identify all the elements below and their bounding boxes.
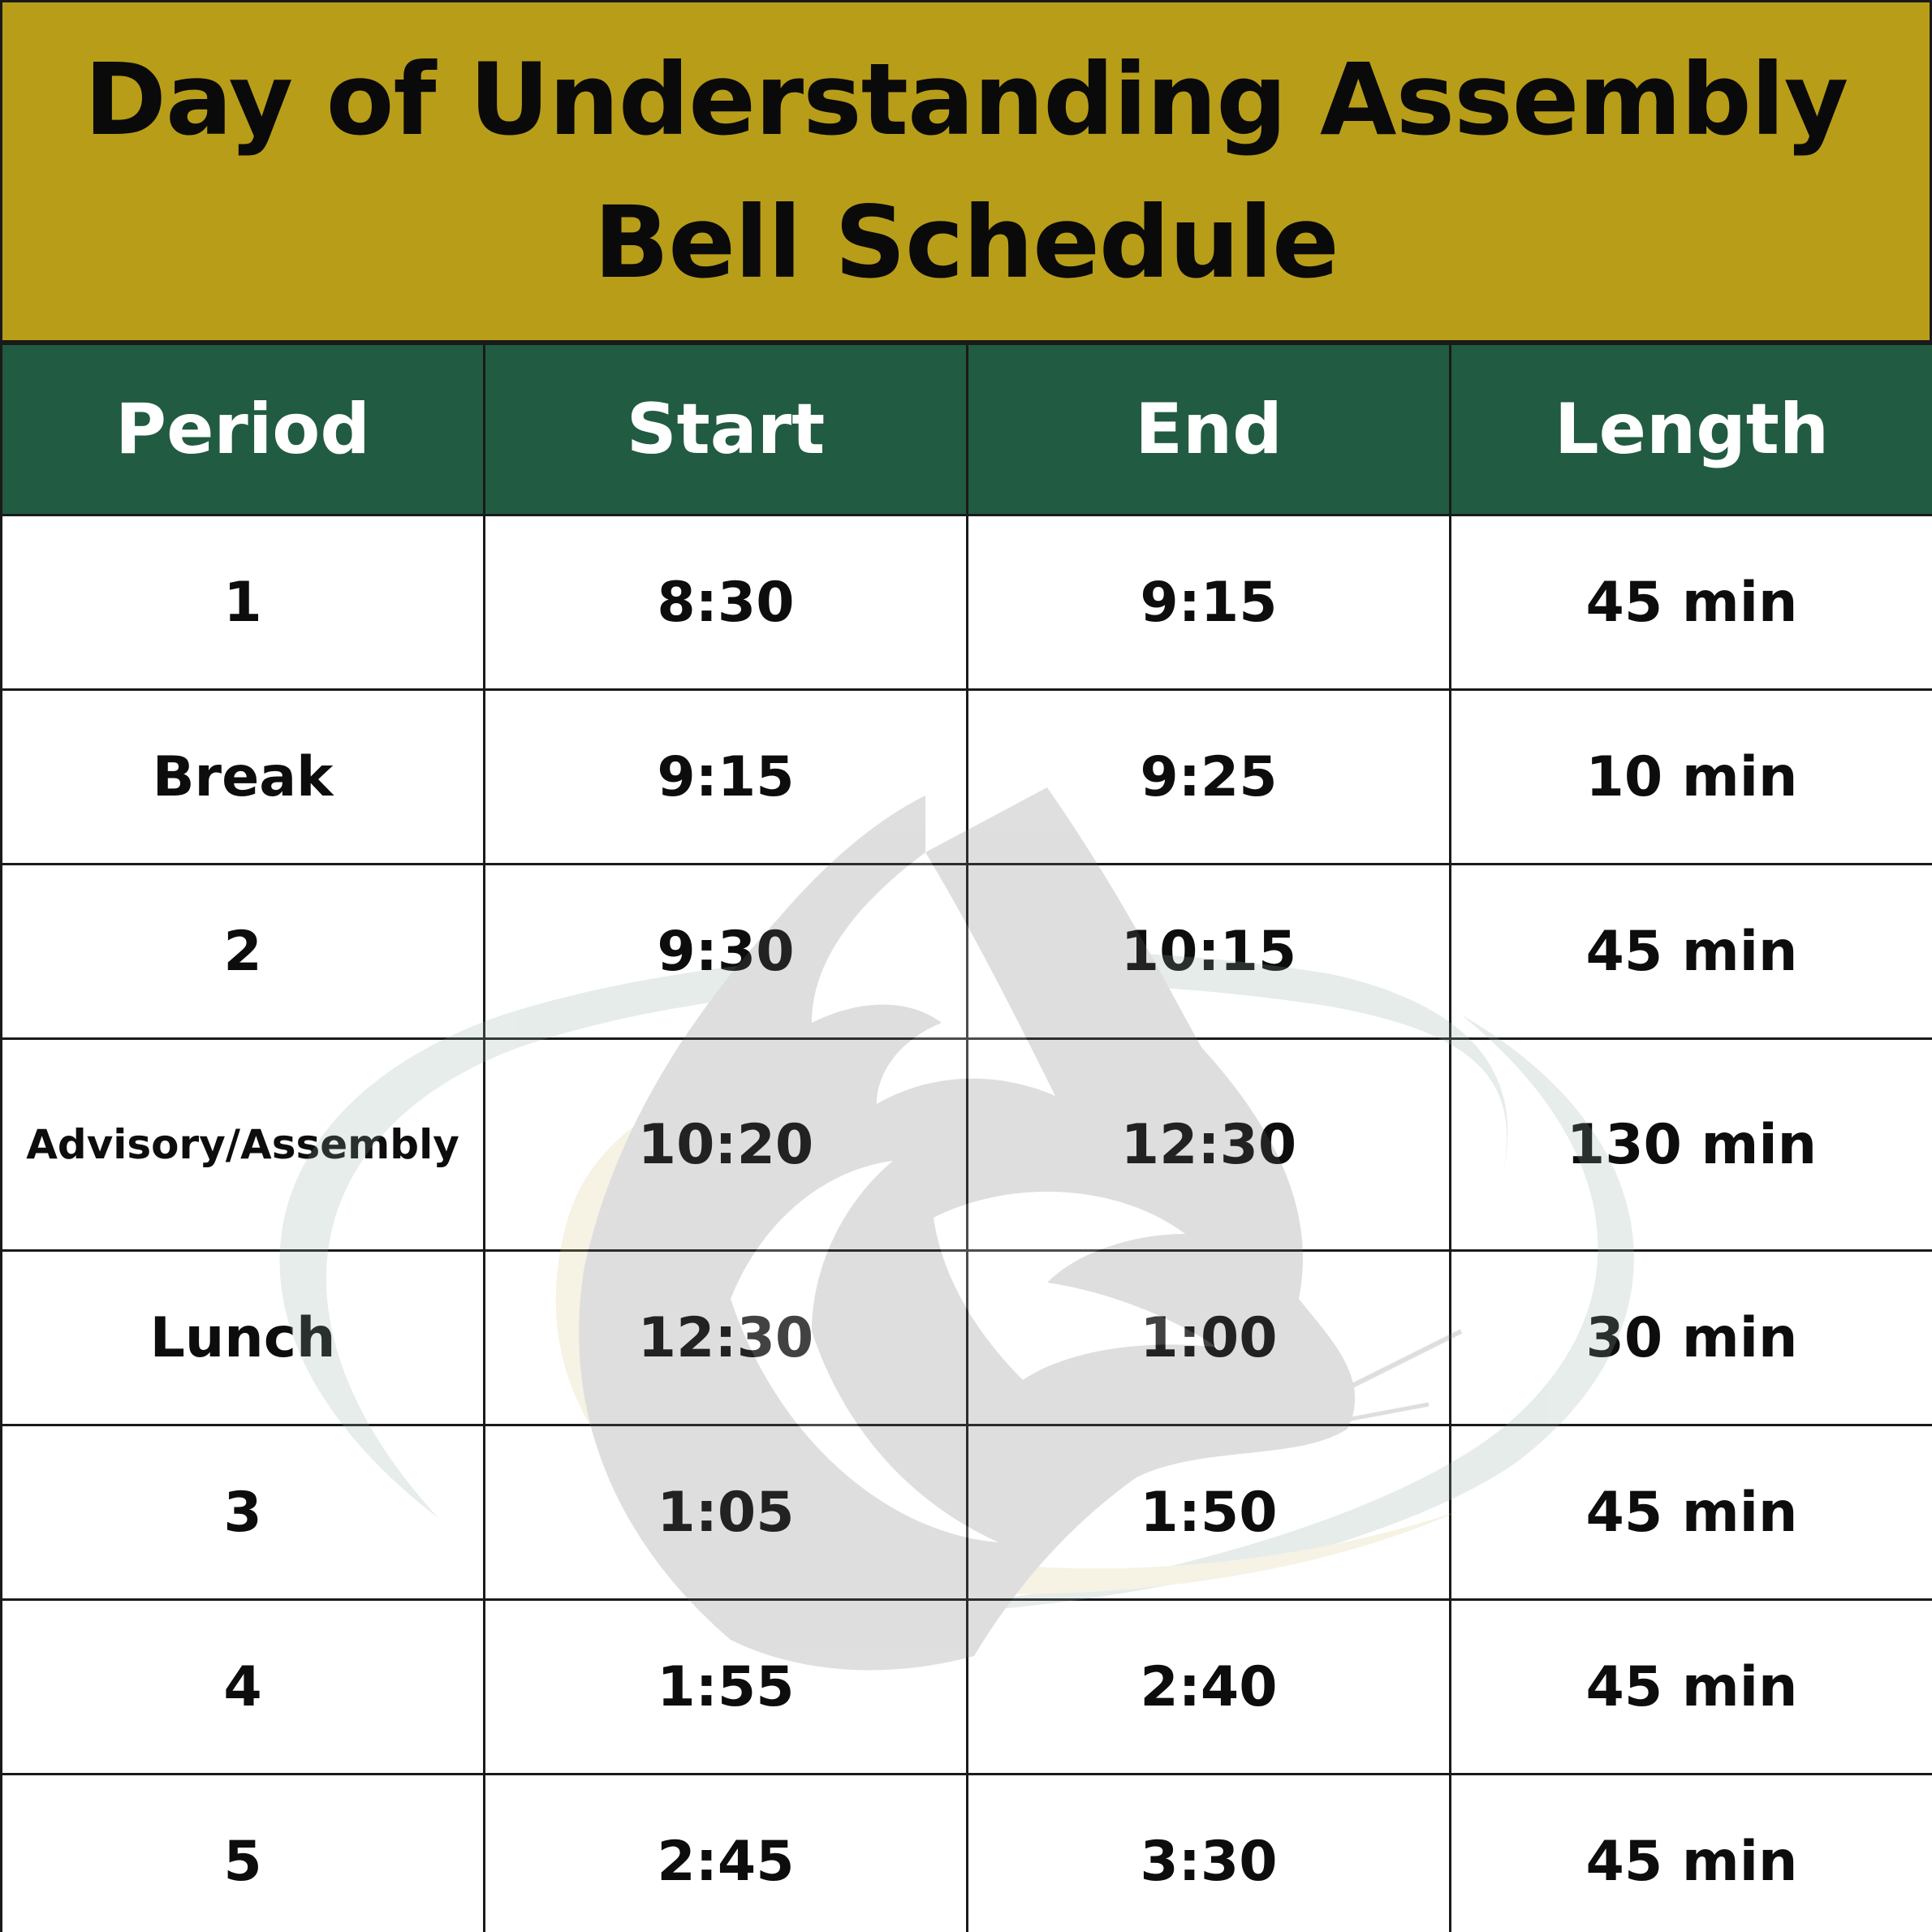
header-start: Start [485, 344, 968, 515]
end-cell: 1:50 [968, 1425, 1451, 1600]
period-cell: Lunch [2, 1251, 485, 1425]
period-cell: Break [2, 690, 485, 865]
table-row [2, 515, 1932, 690]
end-cell: 10:15 [968, 865, 1451, 1039]
table-row [2, 1775, 1932, 1932]
table-row [2, 865, 1932, 1039]
table-row [2, 1039, 1932, 1251]
start-cell: 8:30 [485, 515, 968, 690]
schedule-table [0, 343, 1932, 1932]
header-row [2, 344, 1932, 515]
table-row [2, 1251, 1932, 1425]
start-cell: 9:15 [485, 690, 968, 865]
period-cell: 3 [2, 1425, 485, 1600]
start-cell: 12:30 [485, 1251, 968, 1425]
title-band [0, 0, 1932, 343]
period-cell: 4 [2, 1600, 485, 1775]
period-cell: 5 [2, 1775, 485, 1932]
end-cell: 3:30 [968, 1775, 1451, 1932]
end-cell: 12:30 [968, 1039, 1451, 1251]
end-cell: 1:00 [968, 1251, 1451, 1425]
length-cell: 30 min [1451, 1251, 1932, 1425]
length-cell: 45 min [1451, 1600, 1932, 1775]
start-cell: 1:55 [485, 1600, 968, 1775]
header-period: Period [2, 344, 485, 515]
header-end: End [968, 344, 1451, 515]
period-cell: 2 [2, 865, 485, 1039]
length-cell: 45 min [1451, 1775, 1932, 1932]
title-line-1: Day of Understanding Assembly [84, 42, 1848, 157]
length-cell: 45 min [1451, 865, 1932, 1039]
start-cell: 10:20 [485, 1039, 968, 1251]
start-cell: 9:30 [485, 865, 968, 1039]
end-cell: 2:40 [968, 1600, 1451, 1775]
end-cell: 9:15 [968, 515, 1451, 690]
table-row [2, 1600, 1932, 1775]
length-cell: 45 min [1451, 1425, 1932, 1600]
header-length: Length [1451, 344, 1932, 515]
start-cell: 2:45 [485, 1775, 968, 1932]
length-cell: 45 min [1451, 515, 1932, 690]
period-cell: 1 [2, 515, 485, 690]
table-row [2, 690, 1932, 865]
start-cell: 1:05 [485, 1425, 968, 1600]
table-row [2, 1425, 1932, 1600]
period-cell: Advisory/Assembly [2, 1039, 485, 1251]
title-line-2: Bell Schedule [593, 185, 1339, 300]
length-cell: 10 min [1451, 690, 1932, 865]
length-cell: 130 min [1451, 1039, 1932, 1251]
end-cell: 9:25 [968, 690, 1451, 865]
